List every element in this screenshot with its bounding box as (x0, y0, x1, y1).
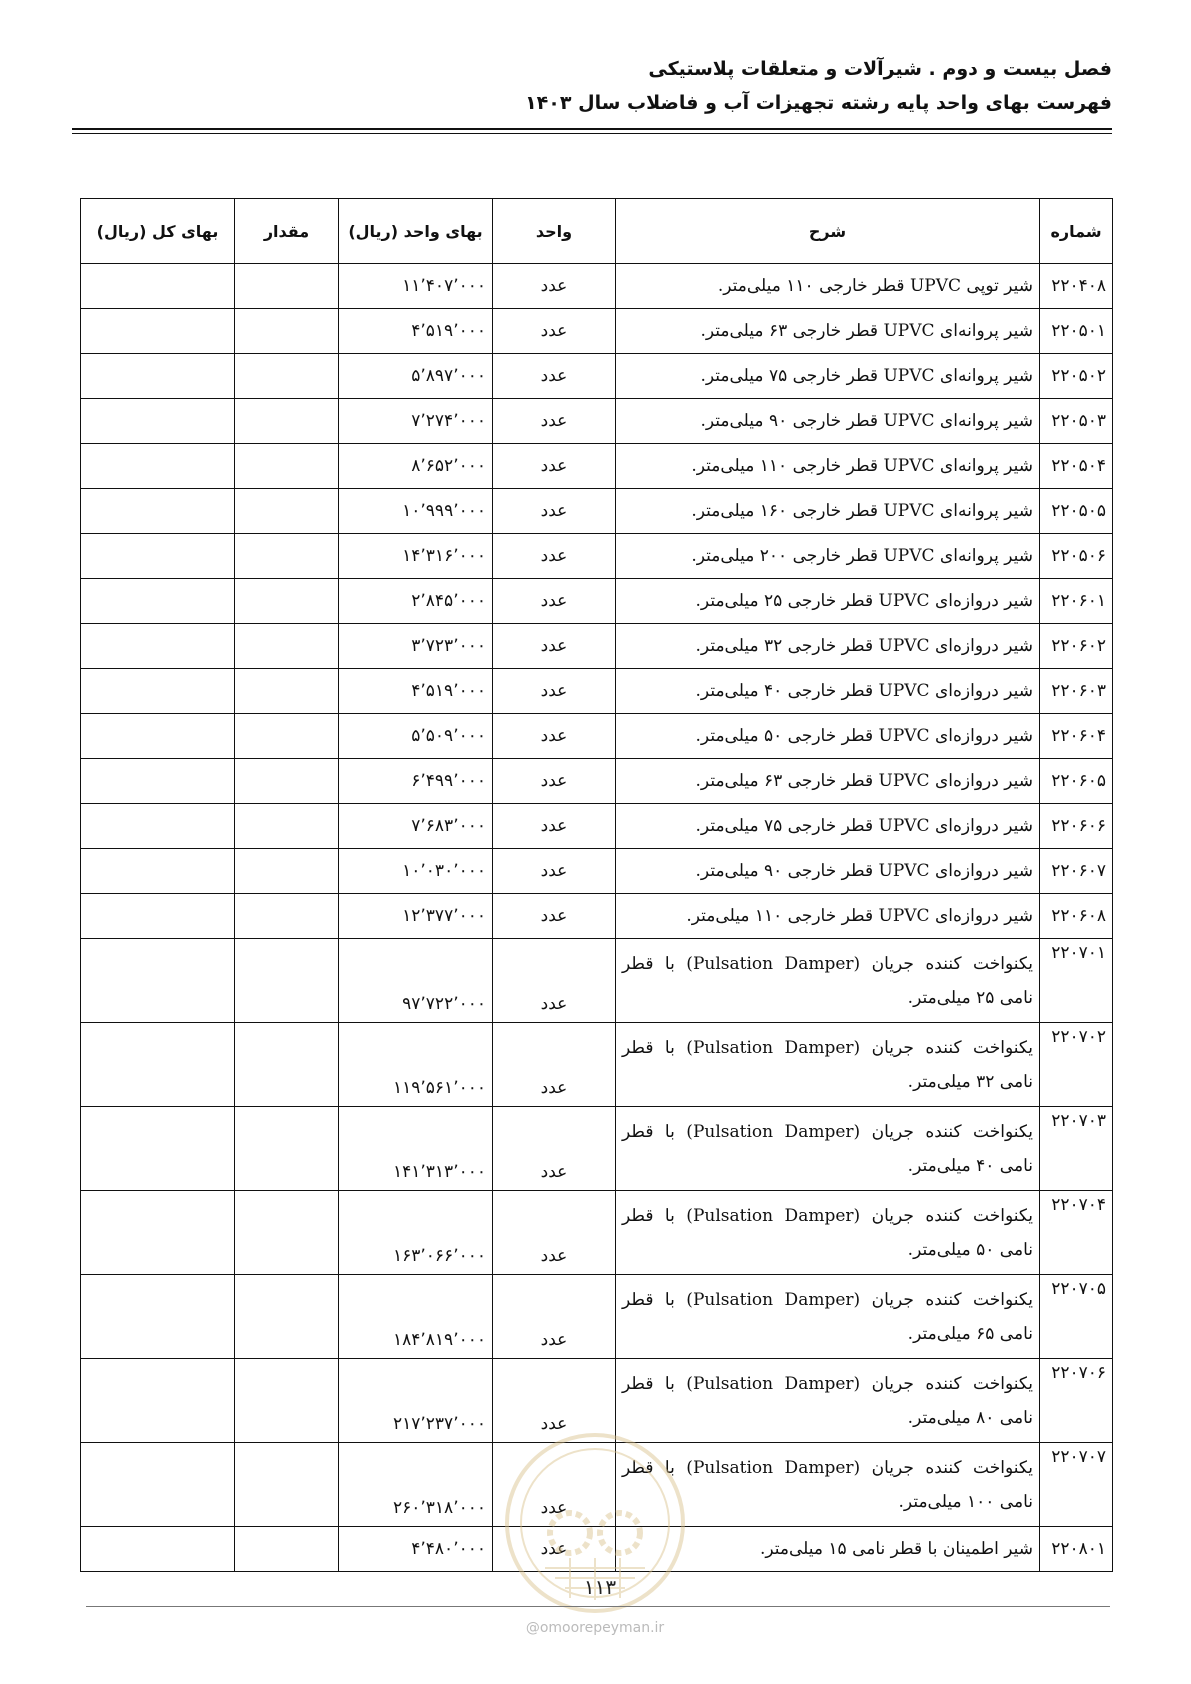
item-unit-price: ۴٬۴۸۰٬۰۰۰ (339, 1527, 493, 1572)
item-unit-price: ۲۱۷٬۲۳۷٬۰۰۰ (339, 1359, 493, 1443)
item-unit: عدد (493, 894, 616, 939)
item-description: یکنواخت کننده جریان (Pulsation Damper) با قطر نامی ۱۰۰ میلی‌متر. (616, 1443, 1040, 1527)
item-description: یکنواخت کننده جریان (Pulsation Damper) با قطر نامی ۸۰ میلی‌متر. (616, 1359, 1040, 1443)
table-row (81, 1359, 1113, 1443)
item-unit-price: ۱۴۱٬۳۱۳٬۰۰۰ (339, 1107, 493, 1191)
item-code: ۲۲۰۶۰۸ (1040, 894, 1113, 939)
item-code: ۲۲۰۶۰۶ (1040, 804, 1113, 849)
item-description: شیر دروازه‌ای UPVC قطر خارجی ۶۳ میلی‌متر. (616, 759, 1040, 804)
item-quantity (235, 759, 339, 804)
item-quantity (235, 624, 339, 669)
item-total (81, 804, 235, 849)
item-unit: عدد (493, 669, 616, 714)
item-unit-price: ۷٬۶۸۳٬۰۰۰ (339, 804, 493, 849)
item-total (81, 1443, 235, 1527)
item-unit-price: ۴٬۵۱۹٬۰۰۰ (339, 309, 493, 354)
table-row (81, 444, 1113, 489)
item-unit: عدد (493, 399, 616, 444)
item-total (81, 1527, 235, 1572)
item-description: شیر پروانه‌ای UPVC قطر خارجی ۱۱۰ میلی‌متر. (616, 444, 1040, 489)
header-rule (72, 128, 1112, 130)
item-unit: عدد (493, 579, 616, 624)
item-code: ۲۲۰۸۰۱ (1040, 1527, 1113, 1572)
item-total (81, 669, 235, 714)
item-unit: عدد (493, 714, 616, 759)
header-unit: واحد (493, 199, 616, 264)
item-unit: عدد (493, 534, 616, 579)
item-total (81, 354, 235, 399)
footer-rule (86, 1606, 1110, 1607)
item-code: ۲۲۰۶۰۳ (1040, 669, 1113, 714)
item-unit: عدد (493, 759, 616, 804)
item-code: ۲۲۰۵۰۱ (1040, 309, 1113, 354)
item-unit-price: ۱۴٬۳۱۶٬۰۰۰ (339, 534, 493, 579)
table-row (81, 714, 1113, 759)
item-quantity (235, 1275, 339, 1359)
item-unit: عدد (493, 849, 616, 894)
item-description: یکنواخت کننده جریان (Pulsation Damper) با قطر نامی ۶۵ میلی‌متر. (616, 1275, 1040, 1359)
table-row (81, 489, 1113, 534)
table-row (81, 624, 1113, 669)
item-unit: عدد (493, 309, 616, 354)
header-total-price: بهای کل (ریال) (81, 199, 235, 264)
item-code: ۲۲۰۵۰۲ (1040, 354, 1113, 399)
item-unit-price: ۱۸۴٬۸۱۹٬۰۰۰ (339, 1275, 493, 1359)
item-code: ۲۲۰۷۰۳ (1040, 1107, 1113, 1191)
item-code: ۲۲۰۶۰۲ (1040, 624, 1113, 669)
item-quantity (235, 1443, 339, 1527)
item-code: ۲۲۰۵۰۳ (1040, 399, 1113, 444)
item-unit: عدد (493, 264, 616, 309)
price-table (80, 198, 1113, 1572)
item-description: یکنواخت کننده جریان (Pulsation Damper) با قطر نامی ۵۰ میلی‌متر. (616, 1191, 1040, 1275)
item-quantity (235, 1527, 339, 1572)
item-description: یکنواخت کننده جریان (Pulsation Damper) با قطر نامی ۳۲ میلی‌متر. (616, 1023, 1040, 1107)
item-unit: عدد (493, 804, 616, 849)
item-quantity (235, 714, 339, 759)
item-description: شیر اطمینان با قطر نامی ۱۵ میلی‌متر. (616, 1527, 1040, 1572)
item-total (81, 534, 235, 579)
item-code: ۲۲۰۵۰۵ (1040, 489, 1113, 534)
item-unit: عدد (493, 489, 616, 534)
item-description: شیر دروازه‌ای UPVC قطر خارجی ۲۵ میلی‌متر. (616, 579, 1040, 624)
item-description: شیر پروانه‌ای UPVC قطر خارجی ۲۰۰ میلی‌متر. (616, 534, 1040, 579)
item-description: شیر دروازه‌ای UPVC قطر خارجی ۱۱۰ میلی‌متر. (616, 894, 1040, 939)
item-code: ۲۲۰۷۰۲ (1040, 1023, 1113, 1107)
item-total (81, 399, 235, 444)
item-total (81, 894, 235, 939)
item-quantity (235, 399, 339, 444)
item-unit: عدد (493, 1191, 616, 1275)
item-quantity (235, 534, 339, 579)
item-unit-price: ۳٬۷۲۳٬۰۰۰ (339, 624, 493, 669)
item-unit-price: ۱۰٬۰۳۰٬۰۰۰ (339, 849, 493, 894)
item-total (81, 1359, 235, 1443)
item-description: شیر دروازه‌ای UPVC قطر خارجی ۳۲ میلی‌متر. (616, 624, 1040, 669)
item-quantity (235, 444, 339, 489)
item-code: ۲۲۰۷۰۷ (1040, 1443, 1113, 1527)
item-total (81, 1107, 235, 1191)
item-unit-price: ۱۰٬۹۹۹٬۰۰۰ (339, 489, 493, 534)
page-number: ۱۱۳ (583, 1575, 617, 1599)
item-unit-price: ۸٬۶۵۲٬۰۰۰ (339, 444, 493, 489)
item-unit: عدد (493, 1527, 616, 1572)
table-row (81, 1191, 1113, 1275)
table-row (81, 939, 1113, 1023)
item-description: یکنواخت کننده جریان (Pulsation Damper) با قطر نامی ۴۰ میلی‌متر. (616, 1107, 1040, 1191)
item-quantity (235, 939, 339, 1023)
item-total (81, 1275, 235, 1359)
item-total (81, 759, 235, 804)
item-quantity (235, 1107, 339, 1191)
watermark-text: @omoorepeyman.ir (525, 1620, 665, 1636)
item-quantity (235, 1191, 339, 1275)
item-quantity (235, 264, 339, 309)
item-quantity (235, 354, 339, 399)
item-unit-price: ۴٬۵۱۹٬۰۰۰ (339, 669, 493, 714)
table-row (81, 849, 1113, 894)
item-unit-price: ۱۱٬۴۰۷٬۰۰۰ (339, 264, 493, 309)
item-code: ۲۲۰۷۰۵ (1040, 1275, 1113, 1359)
item-quantity (235, 849, 339, 894)
item-quantity (235, 894, 339, 939)
item-total (81, 1023, 235, 1107)
table-row (81, 669, 1113, 714)
item-description: شیر دروازه‌ای UPVC قطر خارجی ۵۰ میلی‌متر. (616, 714, 1040, 759)
item-code: ۲۲۰۶۰۷ (1040, 849, 1113, 894)
item-quantity (235, 804, 339, 849)
table-row (81, 1107, 1113, 1191)
item-quantity (235, 579, 339, 624)
item-unit: عدد (493, 624, 616, 669)
item-total (81, 1191, 235, 1275)
item-total (81, 264, 235, 309)
item-code: ۲۲۰۶۰۵ (1040, 759, 1113, 804)
item-unit-price: ۵٬۵۰۹٬۰۰۰ (339, 714, 493, 759)
table-row (81, 1275, 1113, 1359)
table-row (81, 1023, 1113, 1107)
item-description: شیر پروانه‌ای UPVC قطر خارجی ۹۰ میلی‌متر. (616, 399, 1040, 444)
table-row (81, 804, 1113, 849)
item-unit-price: ۹۷٬۷۲۲٬۰۰۰ (339, 939, 493, 1023)
item-unit: عدد (493, 939, 616, 1023)
item-quantity (235, 669, 339, 714)
item-unit-price: ۱۱۹٬۵۶۱٬۰۰۰ (339, 1023, 493, 1107)
item-unit: عدد (493, 1443, 616, 1527)
item-code: ۲۲۰۷۰۶ (1040, 1359, 1113, 1443)
item-unit: عدد (493, 354, 616, 399)
item-unit-price: ۷٬۲۷۴٬۰۰۰ (339, 399, 493, 444)
item-total (81, 849, 235, 894)
item-unit-price: ۱۶۳٬۰۶۶٬۰۰۰ (339, 1191, 493, 1275)
item-quantity (235, 1359, 339, 1443)
item-total (81, 714, 235, 759)
item-total (81, 939, 235, 1023)
item-description: شیر دروازه‌ای UPVC قطر خارجی ۷۵ میلی‌متر. (616, 804, 1040, 849)
table-row (81, 264, 1113, 309)
item-description: شیر توپی UPVC قطر خارجی ۱۱۰ میلی‌متر. (616, 264, 1040, 309)
item-code: ۲۲۰۴۰۸ (1040, 264, 1113, 309)
item-total (81, 579, 235, 624)
item-total (81, 624, 235, 669)
table-row (81, 759, 1113, 804)
item-unit-price: ۱۲٬۳۷۷٬۰۰۰ (339, 894, 493, 939)
page-header (72, 52, 1112, 120)
item-description: شیر دروازه‌ای UPVC قطر خارجی ۴۰ میلی‌متر. (616, 669, 1040, 714)
item-description: یکنواخت کننده جریان (Pulsation Damper) با قطر نامی ۲۵ میلی‌متر. (616, 939, 1040, 1023)
item-unit: عدد (493, 1275, 616, 1359)
item-code: ۲۲۰۶۰۴ (1040, 714, 1113, 759)
header-unit-price: بهای واحد (ریال) (339, 199, 493, 264)
item-description: شیر پروانه‌ای UPVC قطر خارجی ۷۵ میلی‌متر. (616, 354, 1040, 399)
item-code: ۲۲۰۶۰۱ (1040, 579, 1113, 624)
item-quantity (235, 1023, 339, 1107)
item-unit-price: ۵٬۸۹۷٬۰۰۰ (339, 354, 493, 399)
table-row (81, 534, 1113, 579)
header-description: شرح (616, 199, 1040, 264)
item-unit-price: ۶٬۴۹۹٬۰۰۰ (339, 759, 493, 804)
table-row (81, 399, 1113, 444)
item-quantity (235, 489, 339, 534)
item-description: شیر پروانه‌ای UPVC قطر خارجی ۱۶۰ میلی‌متر. (616, 489, 1040, 534)
table-header-row (81, 199, 1113, 264)
header-rule-thin (72, 133, 1112, 134)
item-total (81, 444, 235, 489)
item-unit-price: ۲۶۰٬۳۱۸٬۰۰۰ (339, 1443, 493, 1527)
item-code: ۲۲۰۷۰۱ (1040, 939, 1113, 1023)
item-unit-price: ۲٬۸۴۵٬۰۰۰ (339, 579, 493, 624)
item-description: شیر دروازه‌ای UPVC قطر خارجی ۹۰ میلی‌متر. (616, 849, 1040, 894)
table-row (81, 1443, 1113, 1527)
item-unit: عدد (493, 1023, 616, 1107)
table-row (81, 894, 1113, 939)
item-unit: عدد (493, 444, 616, 489)
item-code: ۲۲۰۵۰۶ (1040, 534, 1113, 579)
table-row (81, 579, 1113, 624)
header-code: شماره (1040, 199, 1113, 264)
item-total (81, 489, 235, 534)
document-title: فهرست بهای واحد پایه رشته تجهیزات آب و فاضلاب سال ۱۴۰۳ (525, 92, 1112, 114)
chapter-title: فصل بیست و دوم . شیرآلات و متعلقات پلاستیکی (648, 58, 1112, 80)
header-quantity: مقدار (235, 199, 339, 264)
table-row (81, 354, 1113, 399)
item-code: ۲۲۰۵۰۴ (1040, 444, 1113, 489)
table-row (81, 1527, 1113, 1572)
table-row (81, 309, 1113, 354)
item-quantity (235, 309, 339, 354)
item-unit: عدد (493, 1107, 616, 1191)
item-description: شیر پروانه‌ای UPVC قطر خارجی ۶۳ میلی‌متر. (616, 309, 1040, 354)
item-unit: عدد (493, 1359, 616, 1443)
item-code: ۲۲۰۷۰۴ (1040, 1191, 1113, 1275)
item-total (81, 309, 235, 354)
